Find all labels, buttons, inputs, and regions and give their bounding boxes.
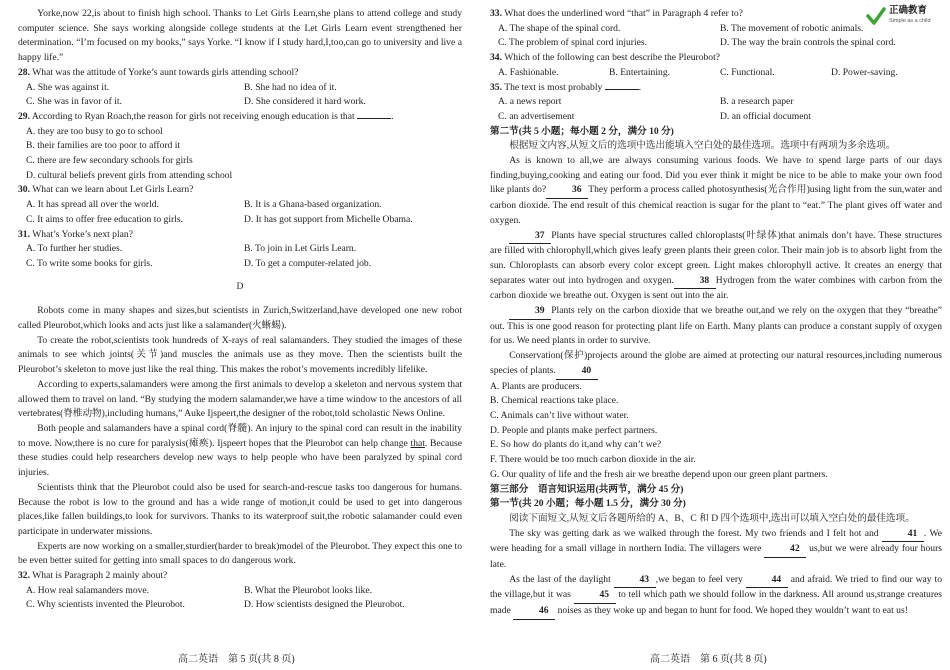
question-35: 35. The text is most probably . A. a news report B. a research paper C. an advertisement D. an official document (490, 81, 942, 125)
option-b: B. She had no idea of it. (244, 81, 337, 93)
option-b: B. To join in Let Girls Learn. (244, 243, 357, 255)
option-b: B. The movement of robotic animals. (720, 22, 864, 34)
option-a: A. they are too busy to go to school (26, 125, 163, 137)
option-c: C. She was in favor of it. (26, 96, 122, 108)
passage-d-paragraph-4: Both people and salamanders have a spinal cord(脊髓). An injury to the spinal cord can result in the inability to move. Now,there is no cure for paralysis(瘫痪). Ijspeert hopes that the Pleurobot can help change that. Because these studies could help researchers develop new ways to help people who have been paralyzed by spinal cord injuries. (18, 422, 462, 479)
section-2-title: 第二节(共 5 小题；每小题 2 分，满分 10 分) (490, 125, 674, 137)
option-d: D. Power-saving. (831, 66, 898, 78)
blank-36: 36 (546, 183, 588, 199)
left-page (18, 0, 462, 613)
question-32: 32. What is Paragraph 2 mainly about? A. How real salamanders move. B. What the Pleurobot looks like. C. Why scientists invented the Pleurobot. D. How scientists designed the Pleurobot. (18, 569, 462, 613)
cloze-passage-paragraph-2: 37 Plants have special structures called chloroplasts(叶绿体)that animals don’t have. These structures are filled with chlorophyll,which gives leafy green plants their green color. Their main job is to absorb light from the sun. Chloroplasts can absorb every color except green. Light makes chlorophyll active. It creates an energy that separates water out into hydrogen and oxygen. 38 Hydrogen from the water combines with carbon from the carbon dioxide we breathe out. Oxygen is sent out into the air. (490, 229, 942, 302)
option-c: C. It aims to offer free education to girls. (26, 213, 184, 225)
option-c: C. To write some books for girls. (26, 257, 153, 269)
answer-blank (605, 89, 639, 90)
cloze-passage-paragraph-3: 39 Plants rely on the carbon dioxide that we breathe out,and we rely on the oxygen that they “breathe” out. This is one good reason for protecting plant life on Earth. Many plants can produce a constant supply of oxygen for us. We need plants in order to survive. (490, 305, 942, 347)
option-b: B. Chemical reactions take place. (490, 395, 619, 407)
section-d-heading: D (236, 280, 244, 292)
option-c: C. an advertisement (498, 110, 575, 122)
option-d: D. The way the brain controls the spinal cord. (720, 37, 896, 49)
option-d: D. People and plants make perfect partners. (490, 424, 658, 436)
option-c: C. The problem of spinal cord injuries. (498, 37, 648, 49)
answer-blank (357, 118, 391, 119)
question-31: 31. What’s Yorke’s next plan? A. To further her studies. B. To join in Let Girls Learn. C. To write some books for girls. D. To get a computer-related job. (18, 228, 462, 272)
section-1-title: 第一节(共 20 小题；每小题 1.5 分，满分 30 分) (490, 498, 686, 510)
option-d: D. an official document (720, 110, 811, 122)
option-a: A. She was against it. (26, 81, 110, 93)
logo-slogan: Simple as a child (889, 18, 931, 24)
option-c: C. there are few secondary schools for girls (26, 155, 193, 167)
blank-37: 37 (509, 229, 551, 245)
question-34: 34. Which of the following can best describe the Pleurobot? A. Fashionable. B. Entertaining. C. Functional. D. Power-saving. (490, 51, 942, 80)
blank-39: 39 (509, 304, 551, 320)
blank-45: 45 (574, 588, 616, 604)
option-d: D. She considered it hard work. (244, 96, 366, 108)
option-b: B. What the Pleurobot looks like. (244, 584, 372, 596)
blank-46: 46 (513, 604, 555, 620)
option-b: B. a research paper (720, 96, 794, 108)
option-d: D. To get a computer-related job. (244, 257, 372, 269)
question-text: What’s Yorke’s next plan? (32, 228, 133, 240)
passage-d-paragraph-3: According to experts,salamanders were among the first animals to develop a skeleton and nervous system that allowed them to travel on land. “By studying the modern salamander,we have a time window to the ancestors of all vertebrates(脊椎动物),including humans,” Auke Ijspeert,the designer of the robot,told scholastic News Online. (18, 378, 462, 420)
cloze-passage-paragraph-1: As is known to all,we are always consuming various foods. We have to spend large parts of our days finding,buying,cooking and eating our food. Did you ever think it might be nice to be able to make your own food like plants do? 36 They perform a process called photosynthesis(光合作用)using light from the sun,water and carbon dioxide. The end result of this chemical reaction is sugar for the plant to “eat.” The plant gives off water and oxygen. (490, 155, 942, 226)
option-b: B. Entertaining. (609, 66, 671, 78)
question-28: 28. What was the attitude of Yorke’s aunt towards girls attending school? A. She was against it. B. She had no idea of it. C. She was in favor of it. D. She considered it hard work. (18, 66, 462, 110)
option-f: F. There would be too much carbon dioxide in the air. (490, 454, 696, 466)
option-b: B. It is a Ghana-based organization. (244, 199, 382, 211)
option-d: D. It has got support from Michelle Obama. (244, 213, 413, 225)
question-text: What is Paragraph 2 mainly about? (32, 570, 168, 582)
option-d: D. How scientists designed the Pleurobot. (244, 599, 405, 611)
blank-41: 41 (882, 527, 924, 543)
question-text: Which of the following can best describe the Pleurobot? (504, 52, 721, 64)
option-a: A. a news report (498, 96, 562, 108)
story-paragraph-1: The sky was getting dark as we walked through the forest. My two friends and I felt hot and 41 . We were heading for a small village in northern India. The villagers were 42 us,but we were already four hours late. (490, 527, 943, 571)
passage-d-paragraph-5: Scientists think that the Pleurobot could also be used for search-and-rescue tasks too dangerous for humans. Because the robot is low to the ground and has a wide range of motion,it could be used to get into dangerous places,like fallen buildings,to look for survivors. Thanks to its waterproof suit,the robotic salamander could even participate in underwater missions. (18, 481, 462, 537)
blank-40: 40 (556, 364, 598, 380)
passage-d-paragraph-6: Experts are now working on a smaller,sturdier(harder to break)model of the Pleurobot. They expect this one to be even better suited for getting into small spaces to do dangerous work. (18, 540, 462, 567)
question-text: According to Ryan Roach,the reason for girls not receiving enough education is that (31, 110, 355, 122)
option-c: C. Why scientists invented the Pleurobot. (26, 599, 185, 611)
cloze-passage-paragraph-4: Conservation(保护)projects around the globe are aimed at protecting our natural resources,including numerous species of plants. 40 (490, 349, 942, 379)
passage-d-paragraph-1: Robots come in many shapes and sizes,but scientists in Zurich,Switzerland,have developed one new robot called Pleurobot,which looks and acts just like a salamander(火蜥蜴). (18, 305, 462, 332)
option-c: C. Animals can’t live without water. (490, 409, 629, 421)
option-e: E. So how do plants do it,and why can’t we? (490, 439, 662, 451)
option-g: G. Our quality of life and the fresh air we breathe depend upon our green plant partners. (490, 468, 828, 480)
publisher-logo (866, 4, 948, 28)
right-page (490, 0, 942, 620)
blank-42: 42 (764, 542, 806, 558)
option-a: A. It has spread all over the world. (26, 199, 159, 211)
option-c: C. Functional. (720, 66, 775, 78)
question-33: 33. What does the underlined word “that” in Paragraph 4 refer to? A. The shape of the spinal cord. B. The movement of robotic animals. C. The problem of spinal cord injuries. D. The way the brain controls the spinal cord. (490, 7, 942, 51)
story-paragraph-2: As the last of the daylight 43 ,we began to feel very 44 and afraid. We tried to find our way to the village,but it was 45 to tell which path we should follow in the darkness. All around us,strange creatures made 46 noises as they woke up and began to hunt for food. We hoped they wouldn’t want to eat us! (490, 573, 942, 620)
section-1-instructions: 阅读下面短文,从短文后各题所给的 A、B、C 和 D 四个选项中,选出可以填入空白处的最佳选项。 (509, 512, 915, 524)
option-a: A. Fashionable. (498, 66, 559, 78)
question-text: What can we learn about Let Girls Learn? (32, 184, 194, 196)
section-2-instructions: 根据短文内容,从短文后的选项中选出能填入空白处的最佳选项。选项中有两项为多余选项。 (509, 140, 896, 152)
option-a: A. To further her studies. (26, 243, 123, 255)
page-footer-left: 高二英语 第 5 页(共 8 页) (178, 654, 295, 665)
part-3-title: 第三部分 语言知识运用(共两节，满分 45 分) (490, 483, 684, 495)
question-text: What does the underlined word “that” in Paragraph 4 refer to? (504, 8, 743, 19)
question-29: 29. According to Ryan Roach,the reason for girls not receiving enough education is that . A. they are too busy to go to school B. their families are too poor to afford it C. there are few secondary schools for girls D. cultural beliefs prevent girls from attending school (18, 110, 462, 184)
page-footer-right: 高二英语 第 6 页(共 8 页) (650, 654, 767, 665)
blank-43: 43 (614, 573, 656, 589)
question-30: 30. What can we learn about Let Girls Learn? A. It has spread all over the world. B. It is a Ghana-based organization. C. It aims to offer free education to girls. D. It has got support from Michelle Obama. (18, 183, 462, 227)
passage-d-paragraph-2: To create the robot,scientists took hundreds of X-rays of real salamanders. They studied the images of these animals to see which joints(关节)and muscles the animals use as they move. Then the scientists built the Pleurobot’s skeleton to move just like the real thing. This makes the robot’s movements incredibly lifelike. (18, 334, 462, 376)
section-2-options (490, 380, 942, 483)
option-a: A. Plants are producers. (490, 380, 582, 392)
question-text: The text is most probably (504, 81, 603, 93)
option-d: D. cultural beliefs prevent girls from attending school (26, 169, 233, 181)
underlined-word-that: that (410, 437, 425, 449)
option-b: B. their families are too poor to afford it (26, 140, 181, 152)
logo-name: 正确教育 (889, 5, 928, 16)
option-a: A. How real salamanders move. (26, 584, 150, 596)
blank-44: 44 (746, 573, 788, 589)
option-a: A. The shape of the spinal cord. (498, 22, 621, 34)
blank-38: 38 (674, 274, 716, 290)
checkmark-logo-icon (866, 6, 886, 26)
question-text: What was the attitude of Yorke’s aunt towards girls attending school? (32, 66, 299, 78)
passage-c-final-paragraph: Yorke,now 22,is about to finish high school. Thanks to Let Girls Learn,she plans to attend college and study computer science. She says working alongside college students at the Let Girls Learn event strengthened her determination. “I’m focused on my books,” says Yorke. “I know if I study hard,I,too,can go to university and live a happy life.” (18, 8, 462, 64)
